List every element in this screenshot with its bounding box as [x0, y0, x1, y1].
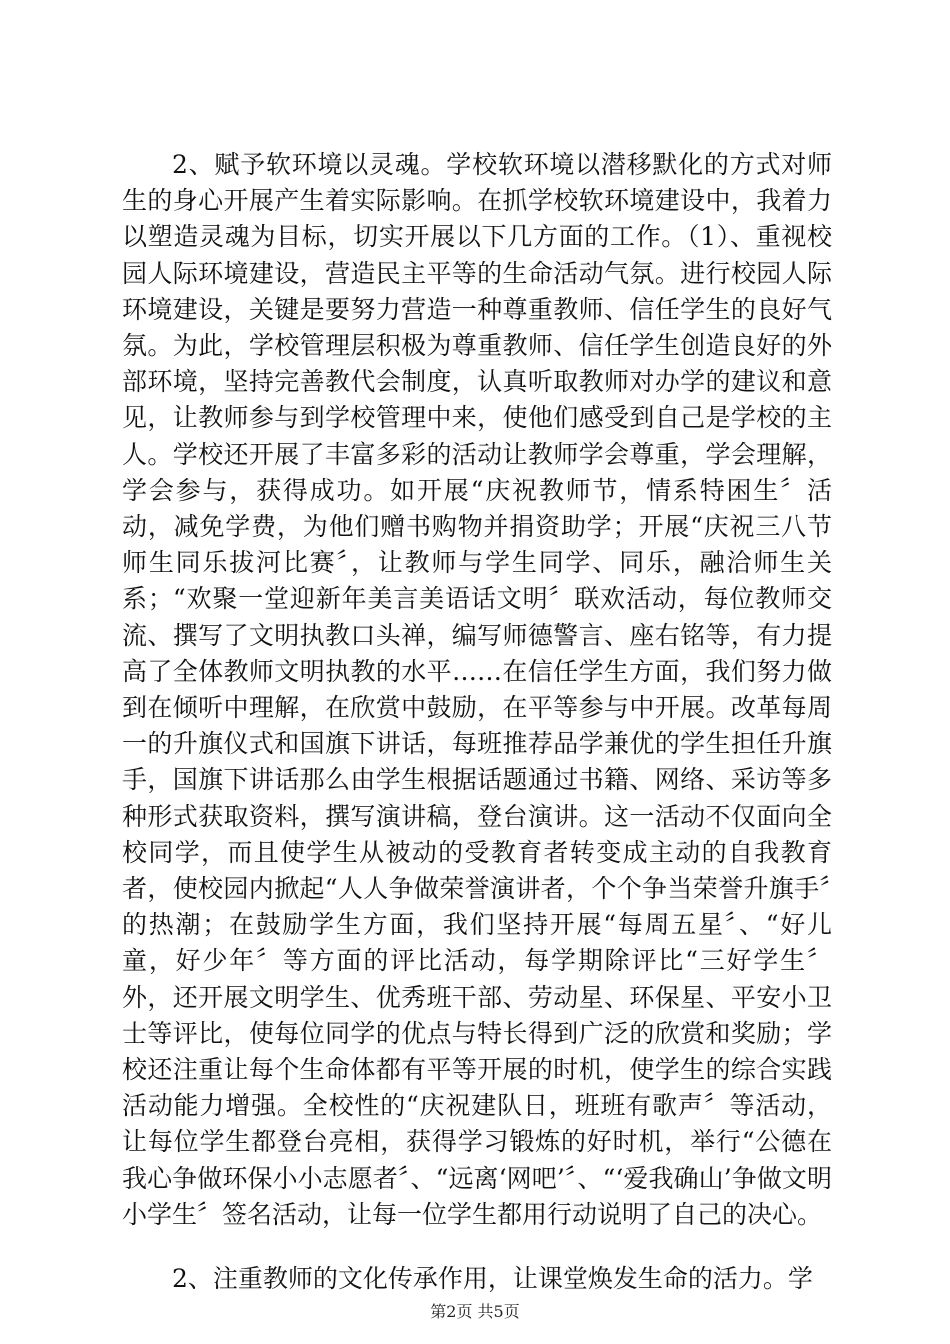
paragraph-1: 2、赋予软环境以灵魂。学校软环境以潜移默化的方式对师生的身心开展产生着实际影响。在抓学校软环境建设中，我着力以塑造灵魂为目标，切实开展以下几方面的工作。（1）、重视校园人际环境建设，营造民主平等的生命活动气氛。进行校园人际环境建设，关键是要努力营造一种尊重教师、信任学生的良好气氛。为此，学校管理层积极为尊重教师、信任学生创造良好的外部环境，坚持完善教代会制度，认真听取教师对办学的建议和意见，让教师参与到学校管理中来，使他们感受到自己是学校的主人。学校还开展了丰富多彩的活动让教师学会尊重，学会理解，学会参与，获得成功。如开展“庆祝教师节，情系特困生〞活动，减免学费，为他们赠书购物并捐资助学；开展“庆祝三八节师生同乐拔河比赛〞，让教师与学生同学、同乐，融洽师生关系；“欢聚一堂迎新年美言美语话文明〞联欢活动，每位教师交流、撰写了文明执教口头禅，编写师德警言、座右铭等，有力提高了全体教师文明执教的水平……在信任学生方面，我们努力做到在倾听中理解，在欣赏中鼓励，在平等参与中开展。改革每周一的升旗仪式和国旗下讲话，每班推荐品学兼优的学生担任升旗手，国旗下讲话那么由学生根据话题通过书籍、网络、采访等多种形式获取资料，撰写演讲稿，登台演讲。这一活动不仅面向全校同学，而且使学生从被动的受教育者转变成主动的自我教育者，使校园内掀起“人人争做荣誉演讲者，个个争当荣誉升旗手〞的热潮；在鼓励学生方面，我们坚持开展“每周五星〞、“好儿童，好少年〞等方面的评比活动，每学期除评比“三好学生〞外，还开展文明学生、优秀班干部、劳动星、环保星、平安小卫士等评比，使每位同学的优点与特长得到广泛的欣赏和奖励；学校还注重让每个生命体都有平等开展的时机，使学生的综合实践活动能力增强。全校性的“庆祝建队日，班班有歌声〞等活动，让每位学生都登台亮相，获得学习锻炼的好时机，举行“公德在我心争做环保小小志愿者〞、“远离‘网吧’〞、“‘爱我确山’争做文明小学生〞签名活动，让每一位学生都用行动说明了自己的决心。 — [122, 150, 832, 1229]
document-body — [122, 147, 832, 1297]
paragraph-2: 2、注重教师的文化传承作用，让课堂焕发生命的活力。学 — [172, 1264, 813, 1294]
page-footer: 第2页 共5页 — [430, 1302, 520, 1321]
